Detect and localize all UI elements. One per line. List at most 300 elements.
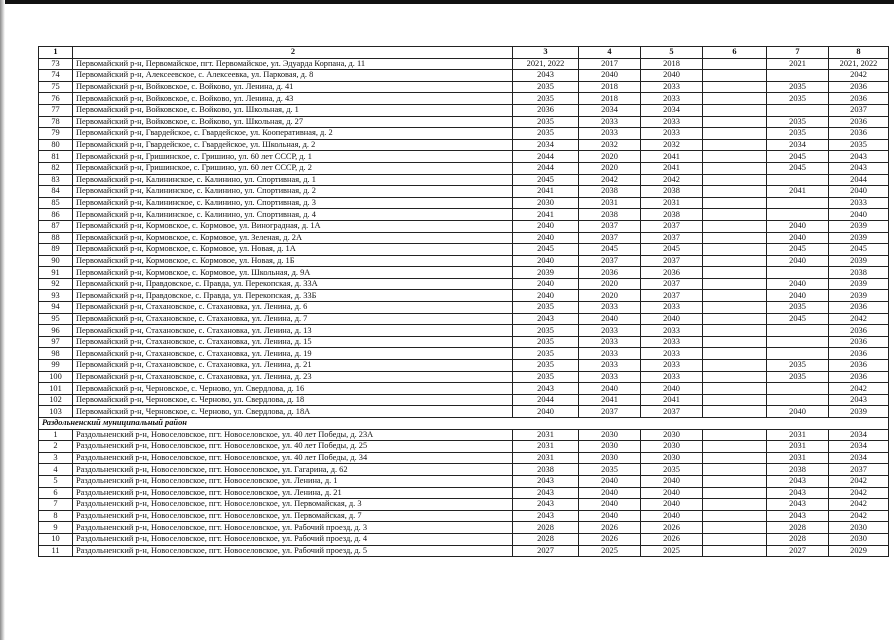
cell-col-4: 2020 [579, 151, 641, 163]
cell-col-4: 2020 [579, 162, 641, 174]
cell-col-8: 2036 [829, 81, 889, 93]
cell-col-7 [767, 70, 829, 82]
cell-col-5: 2038 [641, 209, 703, 221]
cell-number: 93 [39, 290, 73, 302]
cell-col-7: 2027 [767, 545, 829, 557]
table-row [39, 93, 889, 105]
cell-col-8: 2038 [829, 267, 889, 279]
cell-address: Первомайский р-н, Стахановское, с. Стахановка, ул. Ленина, д. 15 [73, 336, 513, 348]
cell-col-6 [703, 186, 767, 198]
cell-col-8: 2039 [829, 290, 889, 302]
cell-address: Первомайский р-н, Кормовское, с. Кормовое, ул. Зеленая, д. 2А [73, 232, 513, 244]
table-row [39, 336, 889, 348]
cell-col-5: 2041 [641, 162, 703, 174]
cell-col-3: 3 [513, 47, 579, 59]
cell-col-8: 2042 [829, 383, 889, 395]
cell-col-4: 2040 [579, 499, 641, 511]
cell-col-5: 2042 [641, 174, 703, 186]
cell-address: Первомайский р-н, Стахановское, с. Стахановка, ул. Ленина, д. 13 [73, 325, 513, 337]
table-row [39, 499, 889, 511]
cell-number: 3 [39, 452, 73, 464]
cell-col-8: 2044 [829, 174, 889, 186]
cell-address: Первомайский р-н, Черновское, с. Черново, ул. Свердлова, д. 16 [73, 383, 513, 395]
cell-col-4: 2040 [579, 313, 641, 325]
cell-col-3: 2043 [513, 510, 579, 522]
cell-col-5: 2033 [641, 116, 703, 128]
cell-col-6 [703, 464, 767, 476]
cell-col-3: 2035 [513, 302, 579, 314]
cell-col-7: 2038 [767, 464, 829, 476]
cell-col-3: 2043 [513, 313, 579, 325]
table-body [39, 47, 889, 557]
cell-number: 101 [39, 383, 73, 395]
cell-number: 5 [39, 475, 73, 487]
cell-col-3: 2030 [513, 197, 579, 209]
cell-col-6 [703, 394, 767, 406]
cell-address: Первомайский р-н, Стахановское, с. Стахановка, ул. Ленина, д. 7 [73, 313, 513, 325]
cell-address: Первомайский р-н, Кормовское, с. Кормовое, ул. Новая, д. 1Б [73, 255, 513, 267]
cell-col-5: 2041 [641, 151, 703, 163]
cell-col-7: 2043 [767, 475, 829, 487]
cell-number: 75 [39, 81, 73, 93]
cell-address: Первомайский р-н, Черновское, с. Черново, ул. Свердлова, д. 18А [73, 406, 513, 418]
cell-col-7 [767, 394, 829, 406]
cell-number: 98 [39, 348, 73, 360]
cell-col-3: 2031 [513, 429, 579, 441]
table-row [39, 162, 889, 174]
cell-col-5: 2036 [641, 267, 703, 279]
cell-number: 99 [39, 360, 73, 372]
cell-col-3: 2027 [513, 545, 579, 557]
table-row [39, 325, 889, 337]
cell-number: 4 [39, 464, 73, 476]
cell-col-4: 2020 [579, 290, 641, 302]
table-row [39, 267, 889, 279]
table-row [39, 360, 889, 372]
cell-number: 89 [39, 244, 73, 256]
cell-col-7: 2045 [767, 162, 829, 174]
cell-col-6 [703, 255, 767, 267]
cell-col-7: 2041 [767, 186, 829, 198]
cell-col-3: 2045 [513, 174, 579, 186]
cell-col-6 [703, 232, 767, 244]
cell-col-5: 2034 [641, 104, 703, 116]
cell-number: 94 [39, 302, 73, 314]
cell-col-8: 2042 [829, 499, 889, 511]
cell-col-5: 2033 [641, 302, 703, 314]
cell-col-4: 2026 [579, 533, 641, 545]
cell-col-8: 2042 [829, 313, 889, 325]
cell-col-7 [767, 325, 829, 337]
cell-col-8: 2043 [829, 394, 889, 406]
cell-col-4: 2036 [579, 267, 641, 279]
scan-top-edge [0, 0, 894, 4]
table-row [39, 104, 889, 116]
cell-address: Раздольненский р-н, Новоселовское, пгт. Новоселовское, ул. Рабочий проезд, д. 5 [73, 545, 513, 557]
table-header-row [39, 47, 889, 59]
cell-col-4: 2030 [579, 429, 641, 441]
cell-col-6 [703, 475, 767, 487]
cell-col-6 [703, 371, 767, 383]
cell-col-4: 2037 [579, 232, 641, 244]
cell-col-3: 2031 [513, 452, 579, 464]
cell-col-7: 2045 [767, 244, 829, 256]
cell-col-3: 2040 [513, 290, 579, 302]
table-row [39, 394, 889, 406]
table-row [39, 371, 889, 383]
cell-col-6 [703, 522, 767, 534]
cell-col-4: 2033 [579, 348, 641, 360]
table-row [39, 348, 889, 360]
table-row [39, 244, 889, 256]
cell-col-6 [703, 174, 767, 186]
cell-col-5: 2033 [641, 371, 703, 383]
cell-col-3: 2035 [513, 360, 579, 372]
cell-number: 8 [39, 510, 73, 522]
table-row [39, 58, 889, 70]
cell-col-4: 2040 [579, 475, 641, 487]
cell-col-4: 2025 [579, 545, 641, 557]
cell-address: Первомайский р-н, Кормовское, с. Кормовое, ул. Виноградная, д. 1А [73, 220, 513, 232]
cell-col-4: 4 [579, 47, 641, 59]
cell-col-5: 5 [641, 47, 703, 59]
cell-col-6 [703, 162, 767, 174]
cell-address: Первомайский р-н, Правдовское, с. Правда, ул. Перекопская, д. 33А [73, 278, 513, 290]
cell-number: 7 [39, 499, 73, 511]
cell-col-8: 2036 [829, 116, 889, 128]
cell-col-5: 2026 [641, 522, 703, 534]
cell-col-4: 2031 [579, 197, 641, 209]
cell-number: 83 [39, 174, 73, 186]
table-row [39, 128, 889, 140]
cell-col-4: 2033 [579, 325, 641, 337]
table-row [39, 174, 889, 186]
cell-col-5: 2040 [641, 510, 703, 522]
cell-col-8: 2036 [829, 302, 889, 314]
cell-col-7: 2045 [767, 313, 829, 325]
cell-col-5: 2032 [641, 139, 703, 151]
cell-col-6 [703, 313, 767, 325]
table-row [39, 522, 889, 534]
cell-address: Первомайский р-н, Стахановское, с. Стахановка, ул. Ленина, д. 19 [73, 348, 513, 360]
cell-col-4: 2038 [579, 209, 641, 221]
cell-col-3: 2028 [513, 533, 579, 545]
cell-col-4: 2037 [579, 220, 641, 232]
cell-col-8: 2043 [829, 151, 889, 163]
cell-col-8: 2033 [829, 197, 889, 209]
cell-col-6 [703, 70, 767, 82]
cell-col-3: 2043 [513, 70, 579, 82]
cell-col-3: 2035 [513, 325, 579, 337]
cell-number: 11 [39, 545, 73, 557]
cell-number: 102 [39, 394, 73, 406]
cell-col-5: 2040 [641, 487, 703, 499]
cell-col-7: 2043 [767, 487, 829, 499]
cell-address: Раздольненский р-н, Новоселовское, пгт. Новоселовское, ул. Рабочий проезд, д. 3 [73, 522, 513, 534]
cell-col-6 [703, 58, 767, 70]
cell-col-7: 2040 [767, 290, 829, 302]
cell-col-7: 2031 [767, 429, 829, 441]
cell-number: 92 [39, 278, 73, 290]
cell-address: Раздольненский р-н, Новоселовское, пгт. Новоселовское, ул. Ленина, д. 1 [73, 475, 513, 487]
cell-address: Первомайский р-н, Калининское, с. Калинино, ул. Спортивная, д. 3 [73, 197, 513, 209]
cell-col-3: 2044 [513, 162, 579, 174]
cell-col-8: 2039 [829, 255, 889, 267]
cell-col-5: 2037 [641, 232, 703, 244]
cell-col-7 [767, 336, 829, 348]
table-row [39, 209, 889, 221]
cell-col-3: 2040 [513, 220, 579, 232]
cell-address: Первомайский р-н, Черновское, с. Черново, ул. Свердлова, д. 18 [73, 394, 513, 406]
cell-col-5: 2041 [641, 394, 703, 406]
cell-col-7: 2031 [767, 441, 829, 453]
table-row [39, 452, 889, 464]
cell-col-7: 2043 [767, 510, 829, 522]
cell-col-7: 2021 [767, 58, 829, 70]
cell-col-3: 2035 [513, 348, 579, 360]
cell-col-5: 2037 [641, 278, 703, 290]
cell-col-6 [703, 302, 767, 314]
cell-col-3: 2035 [513, 81, 579, 93]
cell-number: 76 [39, 93, 73, 105]
cell-address: Раздольненский р-н, Новоселовское, пгт. Новоселовское, ул. 40 лет Победы, д. 34 [73, 452, 513, 464]
scan-left-shadow [0, 0, 5, 640]
cell-col-7: 2040 [767, 278, 829, 290]
cell-col-7: 2043 [767, 499, 829, 511]
cell-col-8: 2021, 2022 [829, 58, 889, 70]
cell-col-4: 2038 [579, 186, 641, 198]
cell-col-5: 2035 [641, 464, 703, 476]
table-row [39, 510, 889, 522]
cell-col-8: 2042 [829, 70, 889, 82]
cell-col-6 [703, 93, 767, 105]
cell-col-5: 2031 [641, 197, 703, 209]
cell-number: 1 [39, 47, 73, 59]
cell-col-8: 2036 [829, 325, 889, 337]
cell-col-6 [703, 209, 767, 221]
cell-col-3: 2035 [513, 116, 579, 128]
table-row [39, 70, 889, 82]
cell-col-6 [703, 510, 767, 522]
cell-col-5: 2033 [641, 336, 703, 348]
cell-col-4: 2018 [579, 93, 641, 105]
cell-col-7 [767, 383, 829, 395]
cell-col-6 [703, 406, 767, 418]
cell-col-8: 2030 [829, 522, 889, 534]
cell-col-7 [767, 209, 829, 221]
cell-address: Раздольненский р-н, Новоселовское, пгт. Новоселовское, ул. Первомайская, д. 7 [73, 510, 513, 522]
cell-address: Первомайский р-н, Гвардейское, с. Гвардейское, ул. Школьная, д. 2 [73, 139, 513, 151]
cell-col-4: 2045 [579, 244, 641, 256]
cell-col-6 [703, 325, 767, 337]
cell-col-7: 2028 [767, 522, 829, 534]
cell-col-6 [703, 116, 767, 128]
table-row [39, 197, 889, 209]
cell-col-7: 2035 [767, 116, 829, 128]
cell-col-7 [767, 197, 829, 209]
cell-col-8: 2039 [829, 406, 889, 418]
cell-col-8: 2039 [829, 220, 889, 232]
cell-number: 1 [39, 429, 73, 441]
cell-address: Первомайский р-н, Алексеевское, с. Алексеевка, ул. Парковая, д. 8 [73, 70, 513, 82]
cell-col-5: 2033 [641, 360, 703, 372]
cell-col-3: 2040 [513, 232, 579, 244]
cell-address: Раздольненский р-н, Новоселовское, пгт. Новоселовское, ул. 40 лет Победы, д. 25 [73, 441, 513, 453]
cell-col-7: 7 [767, 47, 829, 59]
cell-col-5: 2037 [641, 406, 703, 418]
cell-col-7: 2035 [767, 128, 829, 140]
table-row [39, 116, 889, 128]
cell-col-7: 2028 [767, 533, 829, 545]
cell-col-5: 2033 [641, 93, 703, 105]
cell-col-7: 2035 [767, 302, 829, 314]
cell-col-4: 2026 [579, 522, 641, 534]
cell-address: Первомайский р-н, Войковское, с. Войково, ул. Школьная, д. 1 [73, 104, 513, 116]
cell-col-3: 2045 [513, 244, 579, 256]
cell-col-3: 2043 [513, 499, 579, 511]
cell-col-7: 2031 [767, 452, 829, 464]
cell-number: 80 [39, 139, 73, 151]
cell-address: Первомайский р-н, Стахановское, с. Стахановка, ул. Ленина, д. 23 [73, 371, 513, 383]
table-row [39, 383, 889, 395]
cell-address: Раздольненский р-н, Новоселовское, пгт. Новоселовское, ул. Гагарина, д. 62 [73, 464, 513, 476]
cell-address: Первомайский р-н, Первомайское, пгт. Первомайское, ул. Эдуарда Корпана, д. 11 [73, 58, 513, 70]
cell-col-4: 2040 [579, 383, 641, 395]
cell-col-4: 2041 [579, 394, 641, 406]
cell-col-3: 2040 [513, 406, 579, 418]
cell-col-8: 2029 [829, 545, 889, 557]
cell-col-3: 2044 [513, 394, 579, 406]
cell-col-8: 2030 [829, 533, 889, 545]
cell-col-6 [703, 360, 767, 372]
cell-col-7: 2040 [767, 232, 829, 244]
cell-col-5: 2026 [641, 533, 703, 545]
cell-col-3: 2043 [513, 383, 579, 395]
table-row [39, 139, 889, 151]
cell-col-4: 2020 [579, 278, 641, 290]
cell-col-7: 2034 [767, 139, 829, 151]
cell-address: Первомайский р-н, Войковское, с. Войково, ул. Ленина, д. 43 [73, 93, 513, 105]
cell-address: Первомайский р-н, Правдовское, с. Правда, ул. Перекопская, д. 33Б [73, 290, 513, 302]
cell-address: Первомайский р-н, Войковское, с. Войково, ул. Школьная, д. 27 [73, 116, 513, 128]
cell-col-4: 2033 [579, 128, 641, 140]
cell-col-4: 2033 [579, 302, 641, 314]
cell-col-4: 2017 [579, 58, 641, 70]
table-row [39, 406, 889, 418]
table-row [39, 429, 889, 441]
cell-number: 10 [39, 533, 73, 545]
cell-col-4: 2032 [579, 139, 641, 151]
cell-col-7 [767, 267, 829, 279]
cell-col-5: 2033 [641, 348, 703, 360]
table-row [39, 232, 889, 244]
cell-col-8: 2037 [829, 464, 889, 476]
section-title: Раздольненский муниципальный район [39, 418, 889, 430]
cell-col-6 [703, 267, 767, 279]
cell-col-6 [703, 128, 767, 140]
cell-col-4: 2033 [579, 371, 641, 383]
cell-col-6 [703, 383, 767, 395]
cell-col-4: 2040 [579, 510, 641, 522]
table-row [39, 186, 889, 198]
cell-col-5: 2040 [641, 313, 703, 325]
cell-col-6 [703, 244, 767, 256]
cell-number: 90 [39, 255, 73, 267]
cell-col-4: 2035 [579, 464, 641, 476]
cell-col-6 [703, 429, 767, 441]
cell-col-4: 2040 [579, 487, 641, 499]
cell-col-7: 2035 [767, 93, 829, 105]
cell-col-6 [703, 139, 767, 151]
cell-col-5: 2030 [641, 441, 703, 453]
cell-col-8: 2036 [829, 128, 889, 140]
cell-col-5: 2040 [641, 475, 703, 487]
cell-col-6 [703, 441, 767, 453]
cell-col-8: 2036 [829, 360, 889, 372]
cell-col-3: 2028 [513, 522, 579, 534]
cell-col-8: 2040 [829, 209, 889, 221]
cell-address: Первомайский р-н, Калининское, с. Калинино, ул. Спортивная, д. 2 [73, 186, 513, 198]
table-row [39, 220, 889, 232]
cell-number: 95 [39, 313, 73, 325]
cell-col-7: 2040 [767, 220, 829, 232]
cell-col-8: 2036 [829, 371, 889, 383]
cell-col-5: 2045 [641, 244, 703, 256]
cell-col-7 [767, 348, 829, 360]
cell-address: Первомайский р-н, Войковское, с. Войково, ул. Ленина, д. 41 [73, 81, 513, 93]
cell-col-8: 2036 [829, 336, 889, 348]
table-row [39, 290, 889, 302]
cell-col-8: 2039 [829, 232, 889, 244]
cell-col-7 [767, 174, 829, 186]
cell-col-8: 2042 [829, 475, 889, 487]
cell-col-8: 2034 [829, 452, 889, 464]
cell-col-8: 2040 [829, 186, 889, 198]
cell-address: Первомайский р-н, Гришинское, с. Гришино, ул. 60 лет СССР, д. 1 [73, 151, 513, 163]
cell-col-6 [703, 487, 767, 499]
cell-number: 84 [39, 186, 73, 198]
cell-col-8: 2043 [829, 162, 889, 174]
schedule-table [38, 46, 889, 557]
cell-number: 88 [39, 232, 73, 244]
cell-col-6 [703, 81, 767, 93]
cell-col-5: 2030 [641, 429, 703, 441]
table-row [39, 441, 889, 453]
cell-number: 91 [39, 267, 73, 279]
cell-address: Раздольненский р-н, Новоселовское, пгт. Новоселовское, ул. Рабочий проезд, д. 4 [73, 533, 513, 545]
cell-address: 2 [73, 47, 513, 59]
cell-col-8: 2045 [829, 244, 889, 256]
cell-col-4: 2034 [579, 104, 641, 116]
cell-number: 85 [39, 197, 73, 209]
cell-col-5: 2025 [641, 545, 703, 557]
table-row [39, 278, 889, 290]
cell-col-4: 2030 [579, 452, 641, 464]
cell-col-4: 2037 [579, 255, 641, 267]
cell-col-7 [767, 104, 829, 116]
table-row [39, 545, 889, 557]
cell-address: Первомайский р-н, Калининское, с. Калинино, ул. Спортивная, д. 1 [73, 174, 513, 186]
cell-col-6 [703, 151, 767, 163]
cell-col-3: 2044 [513, 151, 579, 163]
cell-col-8: 2042 [829, 510, 889, 522]
cell-col-5: 2037 [641, 220, 703, 232]
cell-col-3: 2041 [513, 209, 579, 221]
cell-col-8: 2036 [829, 348, 889, 360]
cell-col-8: 2034 [829, 441, 889, 453]
cell-number: 78 [39, 116, 73, 128]
cell-number: 96 [39, 325, 73, 337]
